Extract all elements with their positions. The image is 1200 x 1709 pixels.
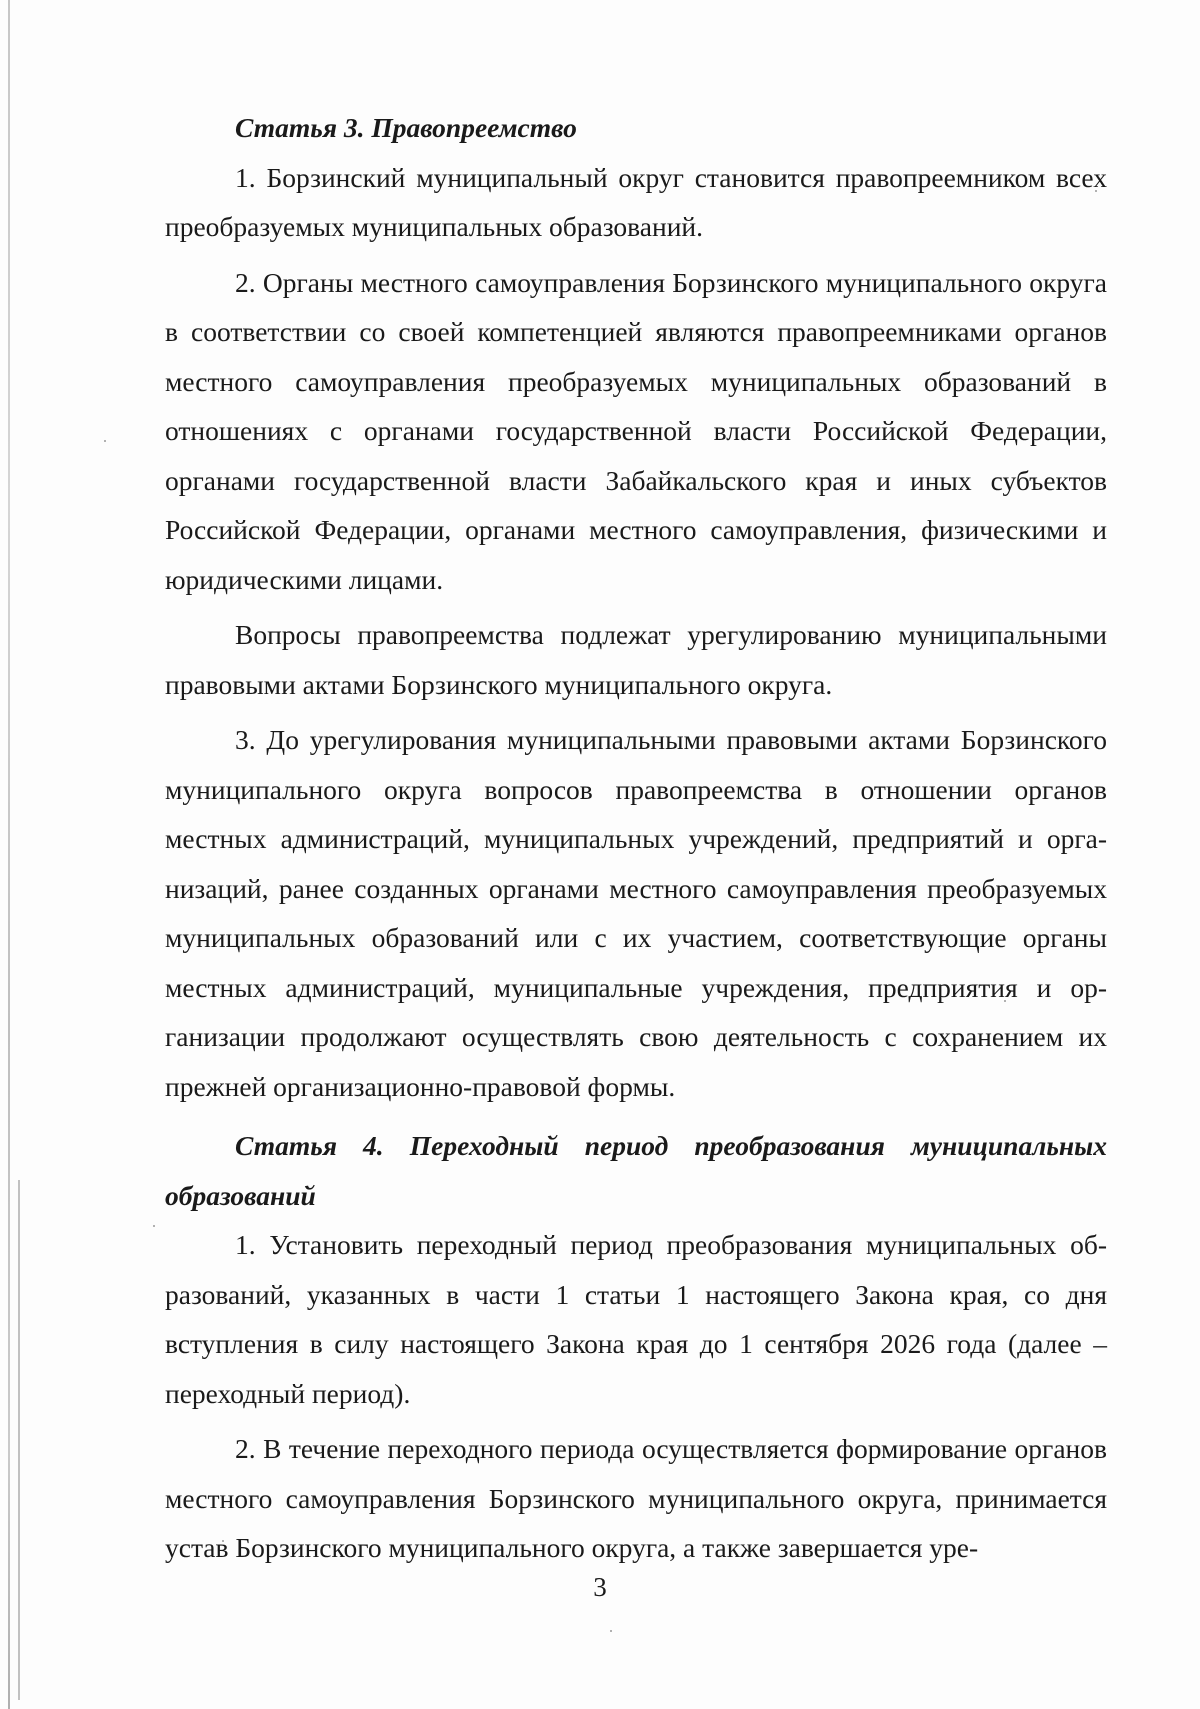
article-3-paragraph-3: Вопросы правопреемства подлежат урегулированию муниципальными правовыми актами Борзинского муниципального округа.	[165, 619, 1107, 700]
article-4-heading: Статья 4. Переходный период преобразования муниципальных образований	[165, 1130, 1107, 1211]
scan-left-edge	[8, 0, 10, 1709]
article-3-paragraph-4: 3. До урегулирования муниципальными правовыми актами Борзинского муниципального округа вопросов правопреемства в отношении органов местных администраций, муниципальных учреждений, предприятий и организаций, ранее созданных органами местного самоуправления преобразуемых муниципальных образований или с их участием, соответствующие органы местных администраций, муниципальные учреждения, предприятия и организации продолжают осуществлять свою деятельность с сохранением их прежней организационно-правовой формы.	[165, 724, 1107, 1102]
scan-speck	[610, 1630, 612, 1632]
scan-left-edge-shadow	[18, 1180, 20, 1700]
article-4-paragraph-1: 1. Установить переходный период преобразования муниципальных образований, указанных в части 1 статьи 1 настоящего Закона края, со дня вступления в силу настоящего Закона края до 1 сентября 2026 года (далее – переходный период).	[165, 1229, 1107, 1409]
scan-speck	[153, 1225, 155, 1227]
article-3-paragraph-1: 1. Борзинский муниципальный округ становится правопреемником всех преобразуемых муниципальных образований.	[165, 161, 1107, 242]
document-body	[165, 103, 1107, 1573]
article-4-paragraph-2: 2. В течение переходного периода осуществляется формирование органов местного самоуправления Борзинского муниципального округа, принимается устав Борзинского муниципального округа, а также завершается уре-	[165, 1433, 1107, 1563]
page-number: 3	[593, 1572, 607, 1602]
scan-speck	[104, 440, 106, 442]
article-3-paragraph-2: 2. Органы местного самоуправления Борзинского муниципального округа в соответствии со своей компетенцией являются правопреемниками органов местного самоуправления преобразуемых муниципальных образований в отношениях с органами государственной власти Российской Федерации, органами государственной власти Забайкальского края и иных субъектов Российской Федерации, органами местного самоуправления, физическими и юридическими лицами.	[165, 266, 1107, 595]
article-3-heading: Статья 3. Правопреемство	[235, 112, 577, 143]
